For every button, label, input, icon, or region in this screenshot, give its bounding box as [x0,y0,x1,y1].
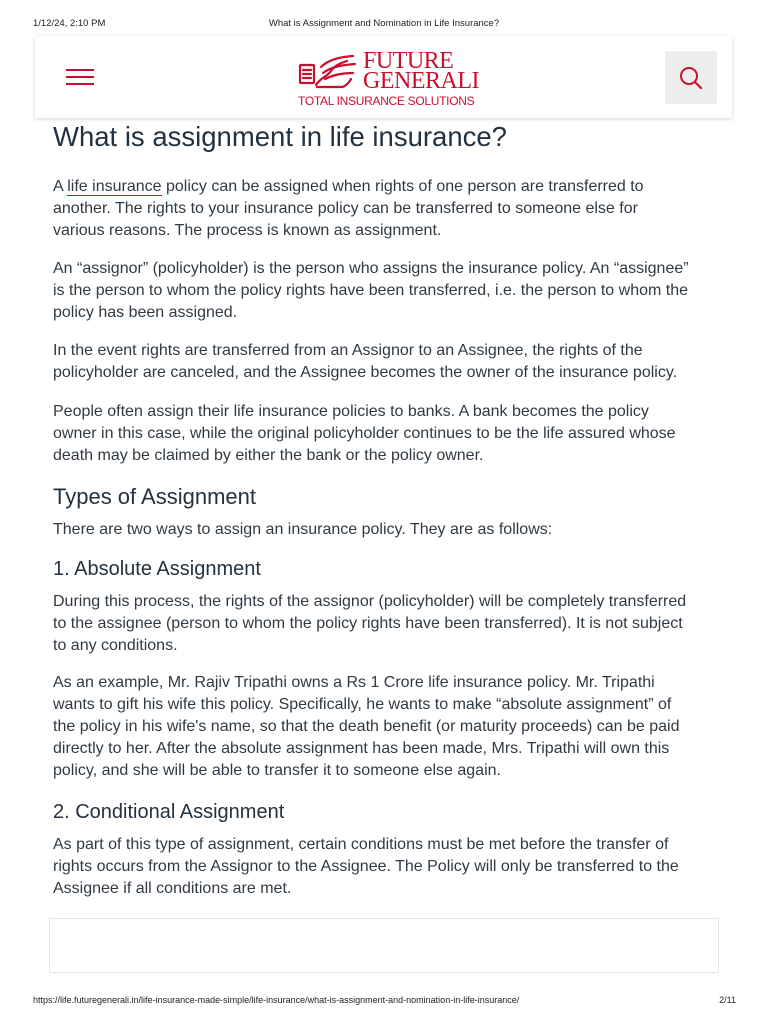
page-number: 2/11 [719,995,736,1005]
future-generali-logo[interactable] [297,48,479,110]
paragraph-text: another. The rights to your insurance policy can be transferred to someone else for [53,200,638,217]
paragraph-text: is the person to whom the policy rights have been transferred, i.e. the person to whom the [53,282,689,299]
paragraph-text: policy can be assigned when rights of one person are transferred to [161,178,644,195]
logo-tagline: TOTAL INSURANCE SOLUTIONS [298,94,475,108]
paragraph-text: various reasons. The process is known as assignment. [53,222,442,239]
paragraph-text: policy, and she will be able to transfer it to someone else again. [53,762,501,779]
paragraph-text: to the assignee (person to whom the policy rights have been transferred). It is not subject [53,615,683,632]
site-header [35,36,732,118]
paragraph-absolute-1 [53,591,723,657]
paragraph-text: the policy in his wife's name, so that the death benefit (or maturity proceeds) can be paid [53,718,680,735]
paragraph-text: wants to gift his wife this policy. Specifically, he wants to make “absolute assignment” of [53,696,672,713]
paragraph-text: policyholder are canceled, and the Assignee becomes the owner of the insurance policy. [53,364,678,381]
paragraph-text: People often assign their life insurance policies to banks. A bank becomes the policy [53,403,649,420]
search-button[interactable] [665,51,717,104]
embedded-content-placeholder [49,918,719,973]
print-url: https://life.futuregenerali.in/life-insurance-made-simple/life-insurance/what-is-assignment-and-nomination-in-life-insurance/ [33,995,520,1005]
paragraph-text: As part of this type of assignment, certain conditions must be met before the transfer of [53,836,669,853]
paragraph-intro [53,176,723,242]
paragraph-absolute-example [53,672,723,782]
paragraph-conditional [53,834,723,900]
logo-word-future: FUTURE [363,48,454,74]
logo-word-generali: GENERALI [363,68,479,94]
paragraph-types-intro: There are two ways to assign an insurance policy. They are as follows: [53,521,553,538]
paragraph-text: An “assignor” (policyholder) is the person who assigns the insurance policy. An “assignee” [53,260,689,277]
search-icon [678,65,704,91]
paragraph-text: In the event rights are transferred from an Assignor to an Assignee, the rights of the [53,342,643,359]
paragraph-text: to any conditions. [53,637,178,654]
print-header [0,18,768,32]
paragraph-transfer [53,340,723,384]
paragraph-text: owner in this case, while the original policyholder continues to be the life assured whose [53,425,676,442]
paragraph-text: rights occurs from the Assignor to the Assignee. The Policy will only be transferred to the [53,858,679,875]
absolute-assignment-heading: 1. Absolute Assignment [53,558,261,580]
paragraph-banks [53,401,723,467]
lion-logo-icon [297,51,359,91]
types-heading: Types of Assignment [53,484,256,509]
paragraph-text: During this process, the rights of the assignor (policyholder) will be completely transferred [53,593,687,610]
paragraph-text: death may be claimed by either the bank or the policy owner. [53,447,484,464]
print-timestamp: 1/12/24, 2:10 PM [33,18,106,29]
paragraph-text: directly to her. After the absolute assignment has been made, Mrs. Tripathi will own this [53,740,670,757]
page-title: What is assignment in life insurance? [53,121,507,152]
print-page-title: What is Assignment and Nomination in Life Insurance? [268,18,500,29]
paragraph-text: A [53,178,68,195]
conditional-assignment-heading: 2. Conditional Assignment [53,801,285,823]
hamburger-icon[interactable] [66,66,96,88]
paragraph-text: Assignee if all conditions are met. [53,880,292,897]
paragraph-text: As an example, Mr. Rajiv Tripathi owns a Rs 1 Crore life insurance policy. Mr. Tripathi [53,674,655,691]
paragraph-assignor [53,258,723,324]
paragraph-text: policy has been assigned. [53,304,238,321]
life-insurance-link[interactable]: life insurance [67,178,162,195]
